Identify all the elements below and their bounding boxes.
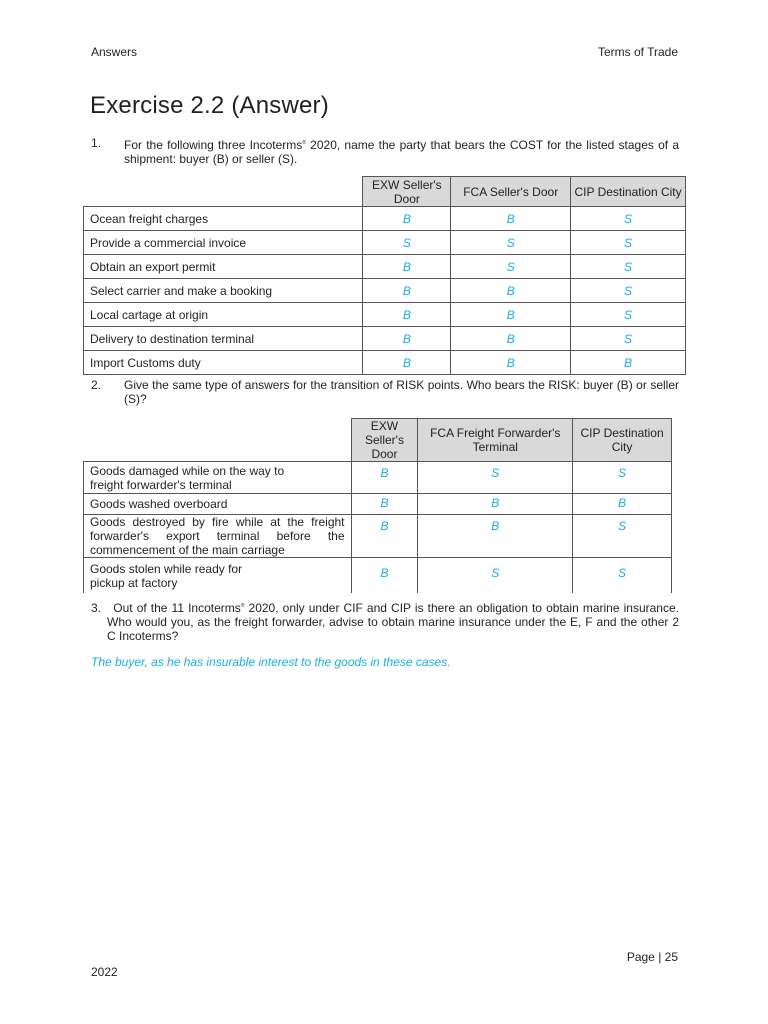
- cell-value: B: [451, 327, 571, 351]
- cost-table-header-row: [84, 177, 686, 207]
- cell-value: B: [571, 351, 686, 375]
- question-1-text: For the following three Incoterms® 2020, name the party that bears the COST for the listed stages of a shipment: buyer (B) or seller (S).: [124, 138, 679, 166]
- cell-value: B: [451, 207, 571, 231]
- cell-value: S: [418, 462, 573, 494]
- cell-value: S: [571, 303, 686, 327]
- row-label: Local cartage at origin: [84, 303, 363, 327]
- cell-value: B: [351, 462, 418, 494]
- cell-value: B: [451, 351, 571, 375]
- cell-value: B: [451, 303, 571, 327]
- cost-col-cip: CIP Destination City: [571, 177, 686, 207]
- header-right: Terms of Trade: [597, 45, 678, 59]
- table-row: [84, 207, 686, 231]
- answer-text: The buyer, as he has insurable interest to the goods in these cases.: [91, 655, 451, 669]
- row-label: Goods damaged while on the way to freight forwarder's terminal: [84, 462, 352, 494]
- cell-value: B: [573, 494, 672, 515]
- cost-table-corner: [84, 177, 363, 207]
- row-label: Obtain an export permit: [84, 255, 363, 279]
- risk-table: [83, 418, 672, 593]
- page-title: Exercise 2.2 (Answer): [90, 92, 329, 119]
- question-1-number: 1.: [91, 136, 102, 150]
- cell-value: B: [351, 558, 418, 594]
- risk-table-corner: [84, 419, 352, 462]
- risk-col-exw: EXW Seller's Door: [351, 419, 418, 462]
- table-row: [84, 494, 672, 515]
- cost-table: [83, 176, 686, 375]
- row-label: Select carrier and make a booking: [84, 279, 363, 303]
- cell-value: B: [363, 255, 451, 279]
- cell-value: B: [351, 494, 418, 515]
- risk-col-fca: FCA Freight Forwarder's Terminal: [418, 419, 573, 462]
- table-row: [84, 558, 672, 594]
- question-2: [91, 378, 679, 408]
- table-row: [84, 303, 686, 327]
- cost-col-exw: EXW Seller's Door: [363, 177, 451, 207]
- cell-value: S: [571, 327, 686, 351]
- cell-value: B: [451, 279, 571, 303]
- question-3-number: 3.: [91, 601, 102, 615]
- cell-value: S: [571, 207, 686, 231]
- cell-value: S: [573, 462, 672, 494]
- cell-value: B: [418, 515, 573, 558]
- footer-year: 2022: [91, 965, 118, 979]
- table-row: [84, 462, 672, 494]
- row-label: Goods washed overboard: [84, 494, 352, 515]
- risk-table-header-row: [84, 419, 672, 462]
- cell-value: S: [571, 231, 686, 255]
- cell-value: S: [451, 231, 571, 255]
- question-3-text: 3. Out of the 11 Incoterms® 2020, only under CIF and CIP is there an obligation to obtain marine insurance. Who would you, as the freight forwarder, advise to obtain marine insurance under the E, F and the other 2 C Incoterms?: [91, 601, 679, 643]
- cell-value: B: [418, 494, 573, 515]
- question-2-number: 2.: [91, 378, 102, 392]
- table-row: [84, 351, 686, 375]
- question-1: [91, 136, 679, 166]
- cell-value: S: [573, 558, 672, 594]
- table-row: [84, 327, 686, 351]
- table-row: [84, 231, 686, 255]
- row-label: Goods stolen while ready for pickup at factory: [84, 558, 352, 594]
- table-row: [84, 515, 672, 558]
- risk-col-cip: CIP Destination City: [573, 419, 672, 462]
- row-label: Provide a commercial invoice: [84, 231, 363, 255]
- page-number: Page | 25: [626, 950, 678, 964]
- table-row: [84, 255, 686, 279]
- cell-value: B: [351, 515, 418, 558]
- question-2-text: Give the same type of answers for the transition of RISK points. Who bears the RISK: buyer (B) or seller (S)?: [124, 378, 679, 406]
- cell-value: B: [363, 327, 451, 351]
- cell-value: S: [418, 558, 573, 594]
- cell-value: S: [571, 279, 686, 303]
- table-row: [84, 279, 686, 303]
- question-3: [91, 599, 679, 643]
- cell-value: S: [573, 515, 672, 558]
- cell-value: B: [363, 303, 451, 327]
- header-left: Answers: [91, 45, 138, 59]
- row-label: Ocean freight charges: [84, 207, 363, 231]
- cell-value: S: [571, 255, 686, 279]
- cell-value: B: [363, 207, 451, 231]
- cell-value: S: [451, 255, 571, 279]
- row-label: Delivery to destination terminal: [84, 327, 363, 351]
- row-label: Goods destroyed by fire while at the freight forwarder's export terminal before the commencement of the main carriage: [84, 515, 352, 558]
- cell-value: S: [363, 231, 451, 255]
- row-label: Import Customs duty: [84, 351, 363, 375]
- cell-value: B: [363, 351, 451, 375]
- cost-col-fca: FCA Seller's Door: [451, 177, 571, 207]
- cell-value: B: [363, 279, 451, 303]
